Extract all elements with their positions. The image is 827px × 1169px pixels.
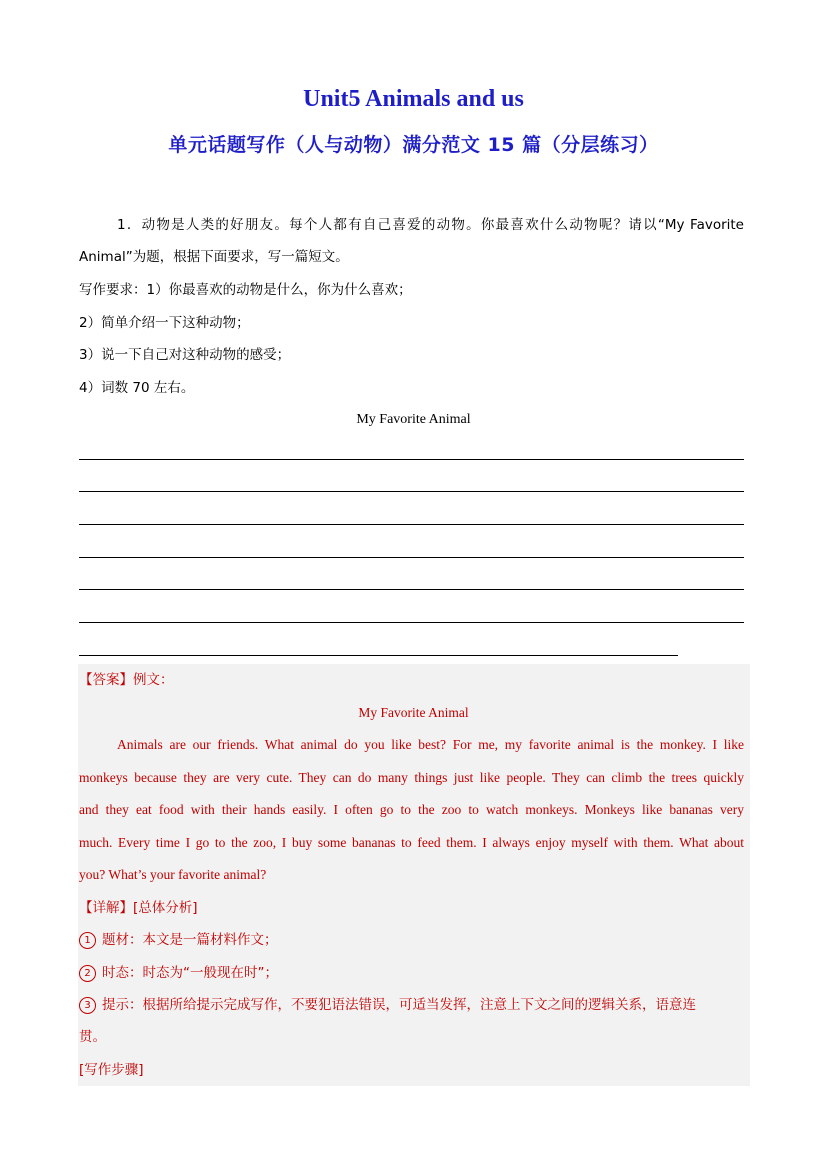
analysis-point-3	[79, 995, 696, 1015]
detail-heading	[79, 898, 198, 918]
essay-line: you? What’s your favorite animal?	[79, 867, 267, 882]
answer-label: 【答案】例文：	[79, 672, 174, 688]
circled-number: 1	[79, 932, 96, 949]
circled-number: 2	[79, 965, 96, 982]
writing-steps-heading: [写作步骤]	[79, 1062, 144, 1078]
detail-label: 【详解】	[79, 900, 133, 916]
writing-line	[79, 557, 744, 558]
requirement-3: 3）说一下自己对这种动物的感受；	[79, 347, 291, 363]
analysis-point-3-continued: 贯。	[79, 1029, 106, 1045]
answer-essay-title: My Favorite Animal	[358, 705, 469, 720]
question-line-1: 1．动物是人类的好朋友。每个人都有自己喜爱的动物。你最喜欢什么动物呢？请以“My Favorite	[117, 217, 744, 233]
requirement-4: 4）词数 70 左右。	[79, 380, 195, 396]
analysis-point-1	[79, 930, 278, 950]
analysis-point-text: 时态：时态为“一般现在时”；	[102, 965, 278, 981]
essay-line: monkeys because they are very cute. They can do many things just like people. They can climb the trees quickly	[79, 770, 744, 785]
essay-line: and they eat food with their hands easily. I often go to the zoo to watch monkeys. Monkeys like bananas very	[79, 802, 744, 817]
writing-line	[79, 524, 744, 525]
analysis-point-text: 提示：根据所给提示完成写作，不要犯语法错误，可适当发挥，注意上下文之间的逻辑关系，语意连	[102, 997, 696, 1013]
writing-line	[79, 459, 744, 460]
requirement-1: 写作要求：1）你最喜欢的动物是什么，你为什么喜欢；	[79, 282, 412, 298]
circled-number: 3	[79, 997, 96, 1014]
analysis-point-text: 题材：本文是一篇材料作文；	[102, 932, 278, 948]
question-line-2: Animal”为题，根据下面要求，写一篇短文。	[79, 249, 349, 265]
analysis-point-2	[79, 963, 278, 983]
writing-line	[79, 622, 744, 623]
writing-line	[79, 491, 744, 492]
writing-line	[79, 655, 678, 656]
writing-line	[79, 589, 744, 590]
detail-section: [总体分析]	[133, 900, 198, 916]
page-subtitle: 单元话题写作（人与动物）满分范文 15 篇（分层练习）	[168, 134, 659, 156]
page-title: Unit5 Animals and us	[303, 86, 524, 112]
essay-line: much. Every time I go to the zoo, I buy some bananas to feed them. I always enjoy myself with them. What about	[79, 835, 744, 850]
essay-title-prompt: My Favorite Animal	[356, 412, 471, 427]
requirement-2: 2）简单介绍一下这种动物；	[79, 315, 250, 331]
essay-line: Animals are our friends. What animal do you like best? For me, my favorite animal is the monkey. I like	[117, 737, 744, 752]
